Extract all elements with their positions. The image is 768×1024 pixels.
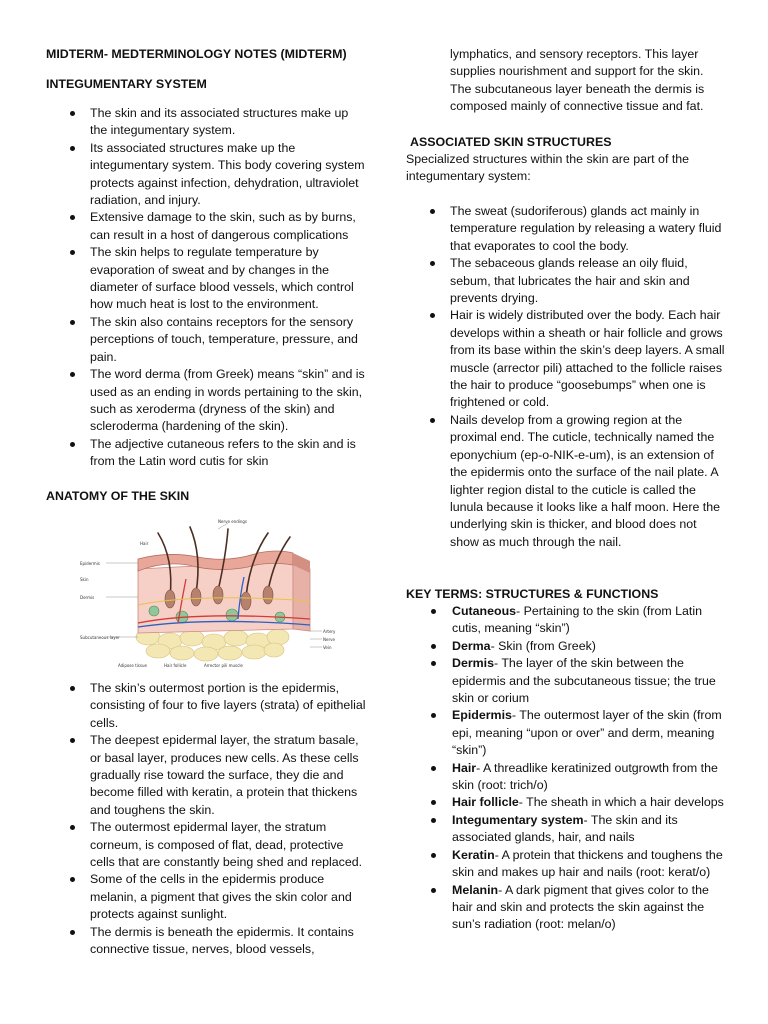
figure-label: Adipose tissue bbox=[118, 663, 147, 668]
associated-list bbox=[406, 203, 726, 551]
list-item: The deepest epidermal layer, the stratum basale, or basal layer, produces new cells. As these cells gradually rise toward the surface, they die and become filled with keratin, a protein that thickens and toughens the skin. bbox=[46, 732, 366, 819]
term-name: Hair follicle bbox=[452, 795, 519, 810]
figure-label: Vein bbox=[323, 645, 332, 650]
term-name: Melanin bbox=[452, 882, 499, 897]
associated-intro: Specialized structures within the skin are part of the integumentary system: bbox=[406, 152, 690, 184]
term-name: Keratin bbox=[452, 847, 495, 862]
list-item: Extensive damage to the skin, such as by burns, can result in a host of dangerous complications bbox=[46, 209, 366, 244]
integumentary-list bbox=[46, 105, 366, 471]
term-name: Derma bbox=[452, 638, 491, 653]
key-terms-list bbox=[406, 603, 726, 934]
list-item: The skin helps to regulate temperature by evaporation of sweat and by changes in the diameter of surface blood vessels, which control how much heat is lost to the environment. bbox=[46, 244, 366, 314]
term-definition: - A dark pigment that gives color to the hair and skin and protects the skin against the sun’s radiation (root: melan/o) bbox=[452, 882, 709, 932]
figure-label: Epidermis bbox=[80, 561, 100, 566]
term-item bbox=[406, 707, 726, 759]
term-name: Dermis bbox=[452, 656, 495, 671]
list-item: The dermis is beneath the epidermis. It contains connective tissue, nerves, blood vessels, bbox=[46, 924, 366, 959]
term-definition: - A threadlike keratinized outgrowth from the skin (root: trich/o) bbox=[452, 760, 718, 793]
key-terms-heading: KEY TERMS: STRUCTURES & FUNCTIONS bbox=[406, 587, 659, 601]
associated-heading: ASSOCIATED SKIN STRUCTURES bbox=[410, 135, 612, 149]
continuation-text: lymphatics, and sensory receptors. This layer supplies nourishment and support for the skin. The subcutaneous layer beneath the dermis is composed mainly of connective tissue and fat. bbox=[450, 47, 705, 114]
term-item bbox=[406, 760, 726, 795]
figure-label: Dermis bbox=[80, 595, 95, 600]
list-item: Some of the cells in the epidermis produce melanin, a pigment that gives the skin color and protects against sunlight. bbox=[46, 871, 366, 923]
list-item: The word derma (from Greek) means “skin” and is used as an ending in words pertaining to the skin, such as xeroderma (dryness of the skin) and scleroderma (hardening of the skin). bbox=[46, 366, 366, 436]
list-item: The skin’s outermost portion is the epidermis, consisting of four to five layers (strata) of epithelial cells. bbox=[46, 680, 366, 732]
term-definition: - The layer of the skin between the epidermis and the subcutaneous tissue; the true skin or corium bbox=[452, 656, 716, 706]
term-name: Epidermis bbox=[452, 708, 512, 723]
figure-label: Artery bbox=[323, 629, 336, 634]
list-item: The outermost epidermal layer, the stratum corneum, is composed of flat, dead, protective cells that are constantly being shed and replaced. bbox=[46, 819, 366, 871]
list-item: The skin also contains receptors for the sensory perceptions of touch, temperature, pressure, and pain. bbox=[46, 314, 366, 366]
figure-label: Nerve bbox=[323, 637, 335, 642]
term-definition: - Pertaining to the skin (from Latin cutis, meaning “skin”) bbox=[452, 604, 702, 636]
list-item: The adjective cutaneous refers to the skin and is from the Latin word cutis for skin bbox=[46, 436, 366, 471]
term-item bbox=[406, 655, 726, 707]
list-item: Hair is widely distributed over the body. Each hair develops within a sheath or hair follicle and grows from its base within the skin’s deep layers. A small muscle (arrector pili) attached to the follicle raises the hair to produce “goosebumps” when one is frightened or cold. bbox=[406, 307, 726, 411]
integumentary-heading: INTEGUMENTARY SYSTEM bbox=[46, 77, 207, 91]
list-item: Nails develop from a growing region at the proximal end. The cuticle, technically named the eponychium (ep-o-NIK-e-um), is an extension of the epidermis onto the surface of the nail plate. A lighter region distal to the cuticle is called the lunula because it looks like a half moon. Here the underlying skin is thicker, and blood does not show as much through the nail. bbox=[406, 412, 726, 551]
term-definition: - A protein that thickens and toughens the skin and makes up hair and nails (root: kerat/o) bbox=[452, 847, 723, 880]
term-item bbox=[406, 847, 726, 882]
skin-anatomy-diagram bbox=[78, 519, 336, 671]
figure-label: Skin bbox=[80, 577, 89, 582]
term-item bbox=[406, 882, 726, 934]
term-definition: - The outermost layer of the skin (from epi, meaning “upon or over” and derm, meaning “skin”) bbox=[452, 708, 722, 758]
term-name: Integumentary system bbox=[452, 812, 584, 827]
list-item: Its associated structures make up the integumentary system. This body covering system protects against infection, dehydration, ultraviolet radiation, and injury. bbox=[46, 140, 366, 210]
term-item bbox=[406, 794, 726, 811]
term-name: Cutaneous bbox=[452, 604, 517, 618]
term-item bbox=[406, 812, 726, 847]
list-item: The sweat (sudoriferous) glands act mainly in temperature regulation by releasing a watery fluid that evaporates to cool the body. bbox=[406, 203, 726, 255]
term-definition: - The sheath in which a hair develops bbox=[518, 795, 724, 810]
figure-label: Hair bbox=[140, 541, 149, 546]
anatomy-list bbox=[46, 680, 366, 959]
list-item: The skin and its associated structures make up the integumentary system. bbox=[46, 105, 366, 140]
anatomy-heading: ANATOMY OF THE SKIN bbox=[46, 489, 190, 503]
document-title: MIDTERM- MEDTERMINOLOGY NOTES (MIDTERM) bbox=[46, 47, 347, 61]
figure-label: Subcutaneous layer bbox=[80, 635, 120, 640]
figure-label: Arrector pili muscle bbox=[204, 663, 243, 668]
list-item: The sebaceous glands release an oily fluid, sebum, that lubricates the hair and skin and prevents drying. bbox=[406, 255, 726, 307]
term-name: Hair bbox=[452, 760, 477, 775]
term-definition: - The skin and its associated glands, hair, and nails bbox=[452, 812, 678, 845]
figure-label: Hair follicle bbox=[164, 663, 187, 668]
figure-label: Nerve endings bbox=[218, 519, 248, 524]
term-item bbox=[406, 603, 726, 638]
term-definition: - Skin (from Greek) bbox=[490, 638, 596, 653]
term-item bbox=[406, 638, 726, 655]
